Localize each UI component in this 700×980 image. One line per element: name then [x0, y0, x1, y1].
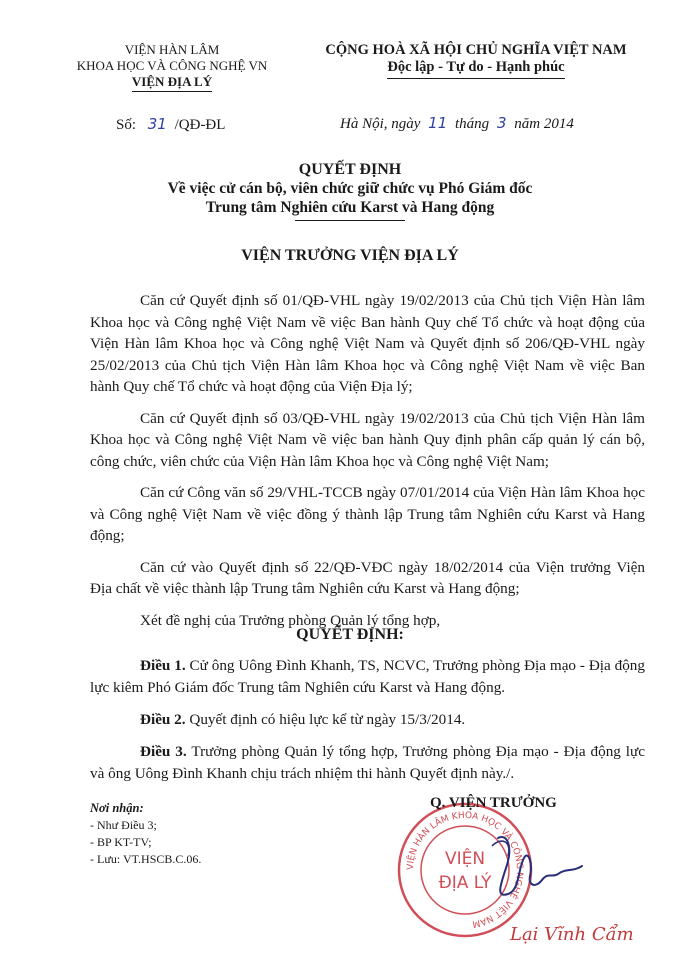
national-motto: Độc lập - Tự do - Hạnh phúc [387, 59, 564, 79]
document-title: QUYẾT ĐỊNH [298, 161, 402, 178]
subtitle-line-1: Về việc cử cán bộ, viên chức giữ chức vụ Phó Giám đốc [167, 180, 533, 197]
basis-paragraph: Xét đề nghị của Trưởng phòng Quản lý tổng hợp, [140, 611, 441, 629]
article-3 [90, 741, 645, 785]
basis-paragraph: Căn cứ vào Quyết định số 22/QĐ-VĐC ngày 18/02/2014 của Viện trưởng Viện Địa chất về việc thành lập Trung tâm Nghiên cứu Karst và Hang động; [90, 558, 645, 597]
org-line-3: VIỆN ĐỊA LÝ [132, 74, 212, 92]
handwritten-day: 11 [428, 114, 448, 132]
article-text: Trưởng phòng Quản lý tổng hợp, Trưởng phòng Địa mạo - Địa động lực và ông Uông Đình Khanh chịu trách nhiệm thi hành Quyết định này./. [90, 743, 646, 782]
issue-date [340, 114, 574, 133]
article-1 [90, 655, 645, 699]
article-text: Quyết định có hiệu lực kể từ ngày 15/3/2014. [189, 711, 466, 728]
article-label: Điều 2. [140, 711, 186, 728]
basis-paragraph: Căn cứ Quyết định số 03/QĐ-VHL ngày 19/02/2013 của Chủ tịch Viện Hàn lâm Khoa học và Công nghệ Việt Nam về việc ban hành Quy định phân cấp quản lý cán bộ, công chức, viên chức của Viện Hàn lâm Khoa học và Công nghệ Việt Nam; [90, 409, 645, 470]
issuer-title: VIỆN TRƯỞNG VIỆN ĐỊA LÝ [241, 247, 459, 264]
handwritten-number: 31 [147, 115, 167, 133]
national-header [316, 42, 636, 79]
date-part-1: Hà Nội, ngày [340, 116, 421, 132]
decision-heading: QUYẾT ĐỊNH: [296, 626, 404, 643]
issuing-organization [72, 42, 272, 92]
article-2 [90, 709, 645, 731]
recipient-item: - Như Điều 3; [90, 818, 157, 832]
article-label: Điều 1. [140, 657, 186, 674]
recipient-item: - Lưu: VT.HSCB.C.06. [90, 852, 202, 866]
signatory-title: Q. VIỆN TRƯỞNG [430, 795, 557, 811]
date-part-3: năm 2014 [514, 116, 574, 132]
org-line-1: VIỆN HÀN LÂM [124, 42, 220, 57]
subtitle-line-2: Trung tâm Nghiên cứu Karst và Hang động [205, 199, 495, 216]
nation-name: CỘNG HOÀ XÃ HỘI CHỦ NGHĨA VIỆT NAM [325, 42, 627, 58]
stamp-center-line-2: ĐỊA LÝ [438, 873, 492, 893]
legal-basis [90, 290, 645, 637]
date-part-2: tháng [455, 116, 490, 132]
stamp-ring-text: VIỆN HÀN LÂM KHOA HỌC VÀ CÔNG NGHỆ VIỆT NAM [405, 810, 525, 929]
recipient-item: - BP KT-TV; [90, 835, 152, 849]
org-line-2: KHOA HỌC VÀ CÔNG NGHỆ VN [76, 58, 268, 73]
basis-paragraph: Căn cứ Công văn số 29/VHL-TCCB ngày 07/01/2014 của Viện Hàn lâm Khoa học và Công nghệ Việt Nam về việc đồng ý thành lập Trung tâm Nghiên cứu Karst và Hang động; [90, 484, 645, 544]
title-block [0, 160, 700, 221]
article-label: Điều 3. [140, 743, 187, 760]
recipients-heading: Nơi nhận: [90, 801, 144, 815]
signatory-name: Lại Vĩnh Cẩm [510, 924, 634, 945]
title-underline [295, 220, 405, 221]
articles [90, 655, 645, 795]
number-prefix: Số: [116, 117, 137, 133]
document-number [116, 115, 225, 134]
article-text: Cử ông Uông Đình Khanh, TS, NCVC, Trưởng phòng Địa mạo - Địa động lực kiêm Phó Giám đốc Trung tâm Nghiên cứu Karst và Hang động. [90, 657, 645, 696]
recipients [90, 800, 201, 868]
number-suffix: /QĐ-ĐL [174, 117, 226, 133]
stamp-center-line-1: VIỆN [444, 849, 486, 869]
handwritten-month: 3 [496, 114, 507, 132]
handwritten-signature [478, 828, 588, 908]
basis-paragraph: Căn cứ Quyết định số 01/QĐ-VHL ngày 19/02/2013 của Chủ tịch Viện Hàn lâm Khoa học và Công nghệ Việt Nam về việc Ban hành Quy chế Tổ chức và hoạt động của Viện Hàn lâm Khoa học và Công nghệ Việt Nam và Quyết định số 206/QĐ-VHL ngày 25/02/2013 của Chủ tịch Viện Hàn lâm Khoa học và Công nghệ Việt Nam về việc Ban hành Quy chế Tổ chức và hoạt động của Viện Địa lý; [90, 292, 645, 395]
